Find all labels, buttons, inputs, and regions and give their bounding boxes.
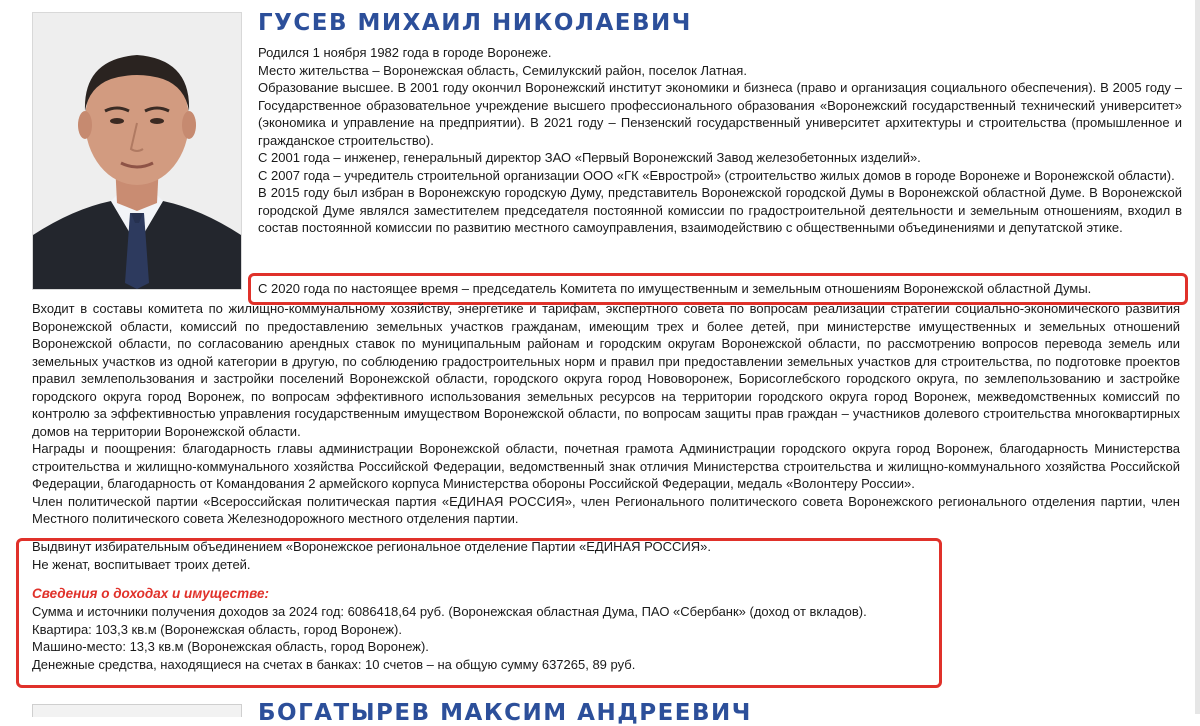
person-name: ГУСЕВ МИХАИЛ НИКОЛАЕВИЧ <box>258 10 692 36</box>
next-person-name: БОГАТЫРЕВ МАКСИМ АНДРЕЕВИЧ <box>258 700 752 726</box>
next-portrait-photo <box>32 704 242 717</box>
bio-paragraph: Не женат, воспитывает троих детей. <box>32 556 251 572</box>
income-line: Сумма и источники получения доходов за 2024 год: 6086418,64 руб. (Воронежская областная Дума, ПАО «Сбербанк» (доход от вкладов). <box>32 604 867 619</box>
income-section-title: Сведения о доходах и имуществе: <box>32 586 270 601</box>
page-edge-shadow <box>1195 0 1200 714</box>
bio-paragraph: Входит в составы комитета по жилищно-коммунальному хозяйству, энергетике и тарифам, экспертного совета по вопросам реализации стратегии социально-экономического развития Воронежской области, комиссий по предоставлению земельных участков гражданам, имеющим трех и более детей, при министерстве имущественных и земельных отношений Воронежской области, по согласованию арендных ставок по муниципальным районам и городским округам Воронежской области, по рассмотрению вопросов перевода земель или земельных участков из одной категории в другую, по соблюдению градостроительных норм и правил при предоставлении земельных участков для строительства, по подготовке проектов правил землепользования и застройки поселений Воронежской области, городского округа город Нововоронеж, Борисоглебского городского округа, по землепользованию и застройке городского округа город Воронеж, по вопросам эффективного использования земельных ресурсов на территории городского округа город Воронеж, межведомственных комиссий по контролю за эффективностью управления государственным имуществом Воронежской области, по вопросам защиты прав граждан – участников долевого строительства многоквартирных домов на территории Воронежской области. <box>32 301 1180 439</box>
income-line: Машино-место: 13,3 кв.м (Воронежская область, город Воронеж). <box>32 639 429 654</box>
bio-paragraph: Родился 1 ноября 1982 года в городе Воронеже. <box>258 45 552 60</box>
income-line: Денежные средства, находящиеся на счетах в банках: 10 счетов – на общую сумму 637265, 89 руб. <box>32 656 636 672</box>
income-line: Квартира: 103,3 кв.м (Воронежская область, город Воронеж). <box>32 621 402 637</box>
bio-paragraph: В 2015 году был избран в Воронежскую городскую Думу, представитель Воронежской городской Думы в Воронежской областной Думе. В Воронежской городской Думе являлся заместителем председателя постоянной комиссии по градостроительной деятельности и земельным отношениям, входил в состав постоянной комиссии по развитию местного самоуправления, взаимодействию с общественными объединениями и депутатской этике. <box>258 185 1182 235</box>
highlighted-position-line: С 2020 года по настоящее время – председатель Комитета по имущественным и земельным отношениям Воронежской областной Думы. <box>258 280 1182 298</box>
highlight-box-income <box>16 538 942 688</box>
portrait-photo <box>32 12 242 290</box>
bio-paragraph: Образование высшее. В 2001 году окончил Воронежский институт экономики и бизнеса (право и организация социального обеспечения). В 2005 году – Государственное образовательное учреждение высшего профессионального образования «Воронежский государственный технический университет» (экономика и управление на предприятии). В 2021 году – Пензенский государственный университет архитектуры и строительства (промышленное и гражданское строительство). <box>258 80 1182 148</box>
bio-full-width <box>32 300 1180 528</box>
bio-right-column <box>258 44 1182 237</box>
bio-paragraph: Выдвинут избирательным объединением «Воронежское региональное отделение Партии «ЕДИНАЯ РОССИЯ». <box>32 539 711 554</box>
bio-paragraph: С 2007 года – учредитель строительной организации ООО «ГК «Еврострой» (строительство жилых домов в городе Воронеже и Воронежской области). <box>258 167 1175 183</box>
bio-paragraph: С 2001 года – инженер, генеральный директор ЗАО «Первый Воронежский Завод железобетонных изделий». <box>258 150 921 165</box>
bio-paragraph: Награды и поощрения: благодарность главы администрации Воронежской области, почетная грамота Администрации городского округа город Воронеж, благодарность Министерства строительства и жилищно-коммунального хозяйства Российской Федерации, ведомственный знак отличия Министерства строительства и жилищно-коммунального хозяйства Российской Федерации, благодарность от Командования 2 армейского корпуса Министерства обороны Российской Федерации, медаль «Волонтеру России». <box>32 441 1180 491</box>
bio-paragraph: Член политической партии «Всероссийская политическая партия «ЕДИНАЯ РОССИЯ», член Регионального политического совета Воронежского регионального отделения партии, член Местного политического совета Железнодорожного местного отделения партии. <box>32 493 1180 526</box>
bio-paragraph: Место жительства – Воронежская область, Семилукский район, поселок Латная. <box>258 62 747 78</box>
